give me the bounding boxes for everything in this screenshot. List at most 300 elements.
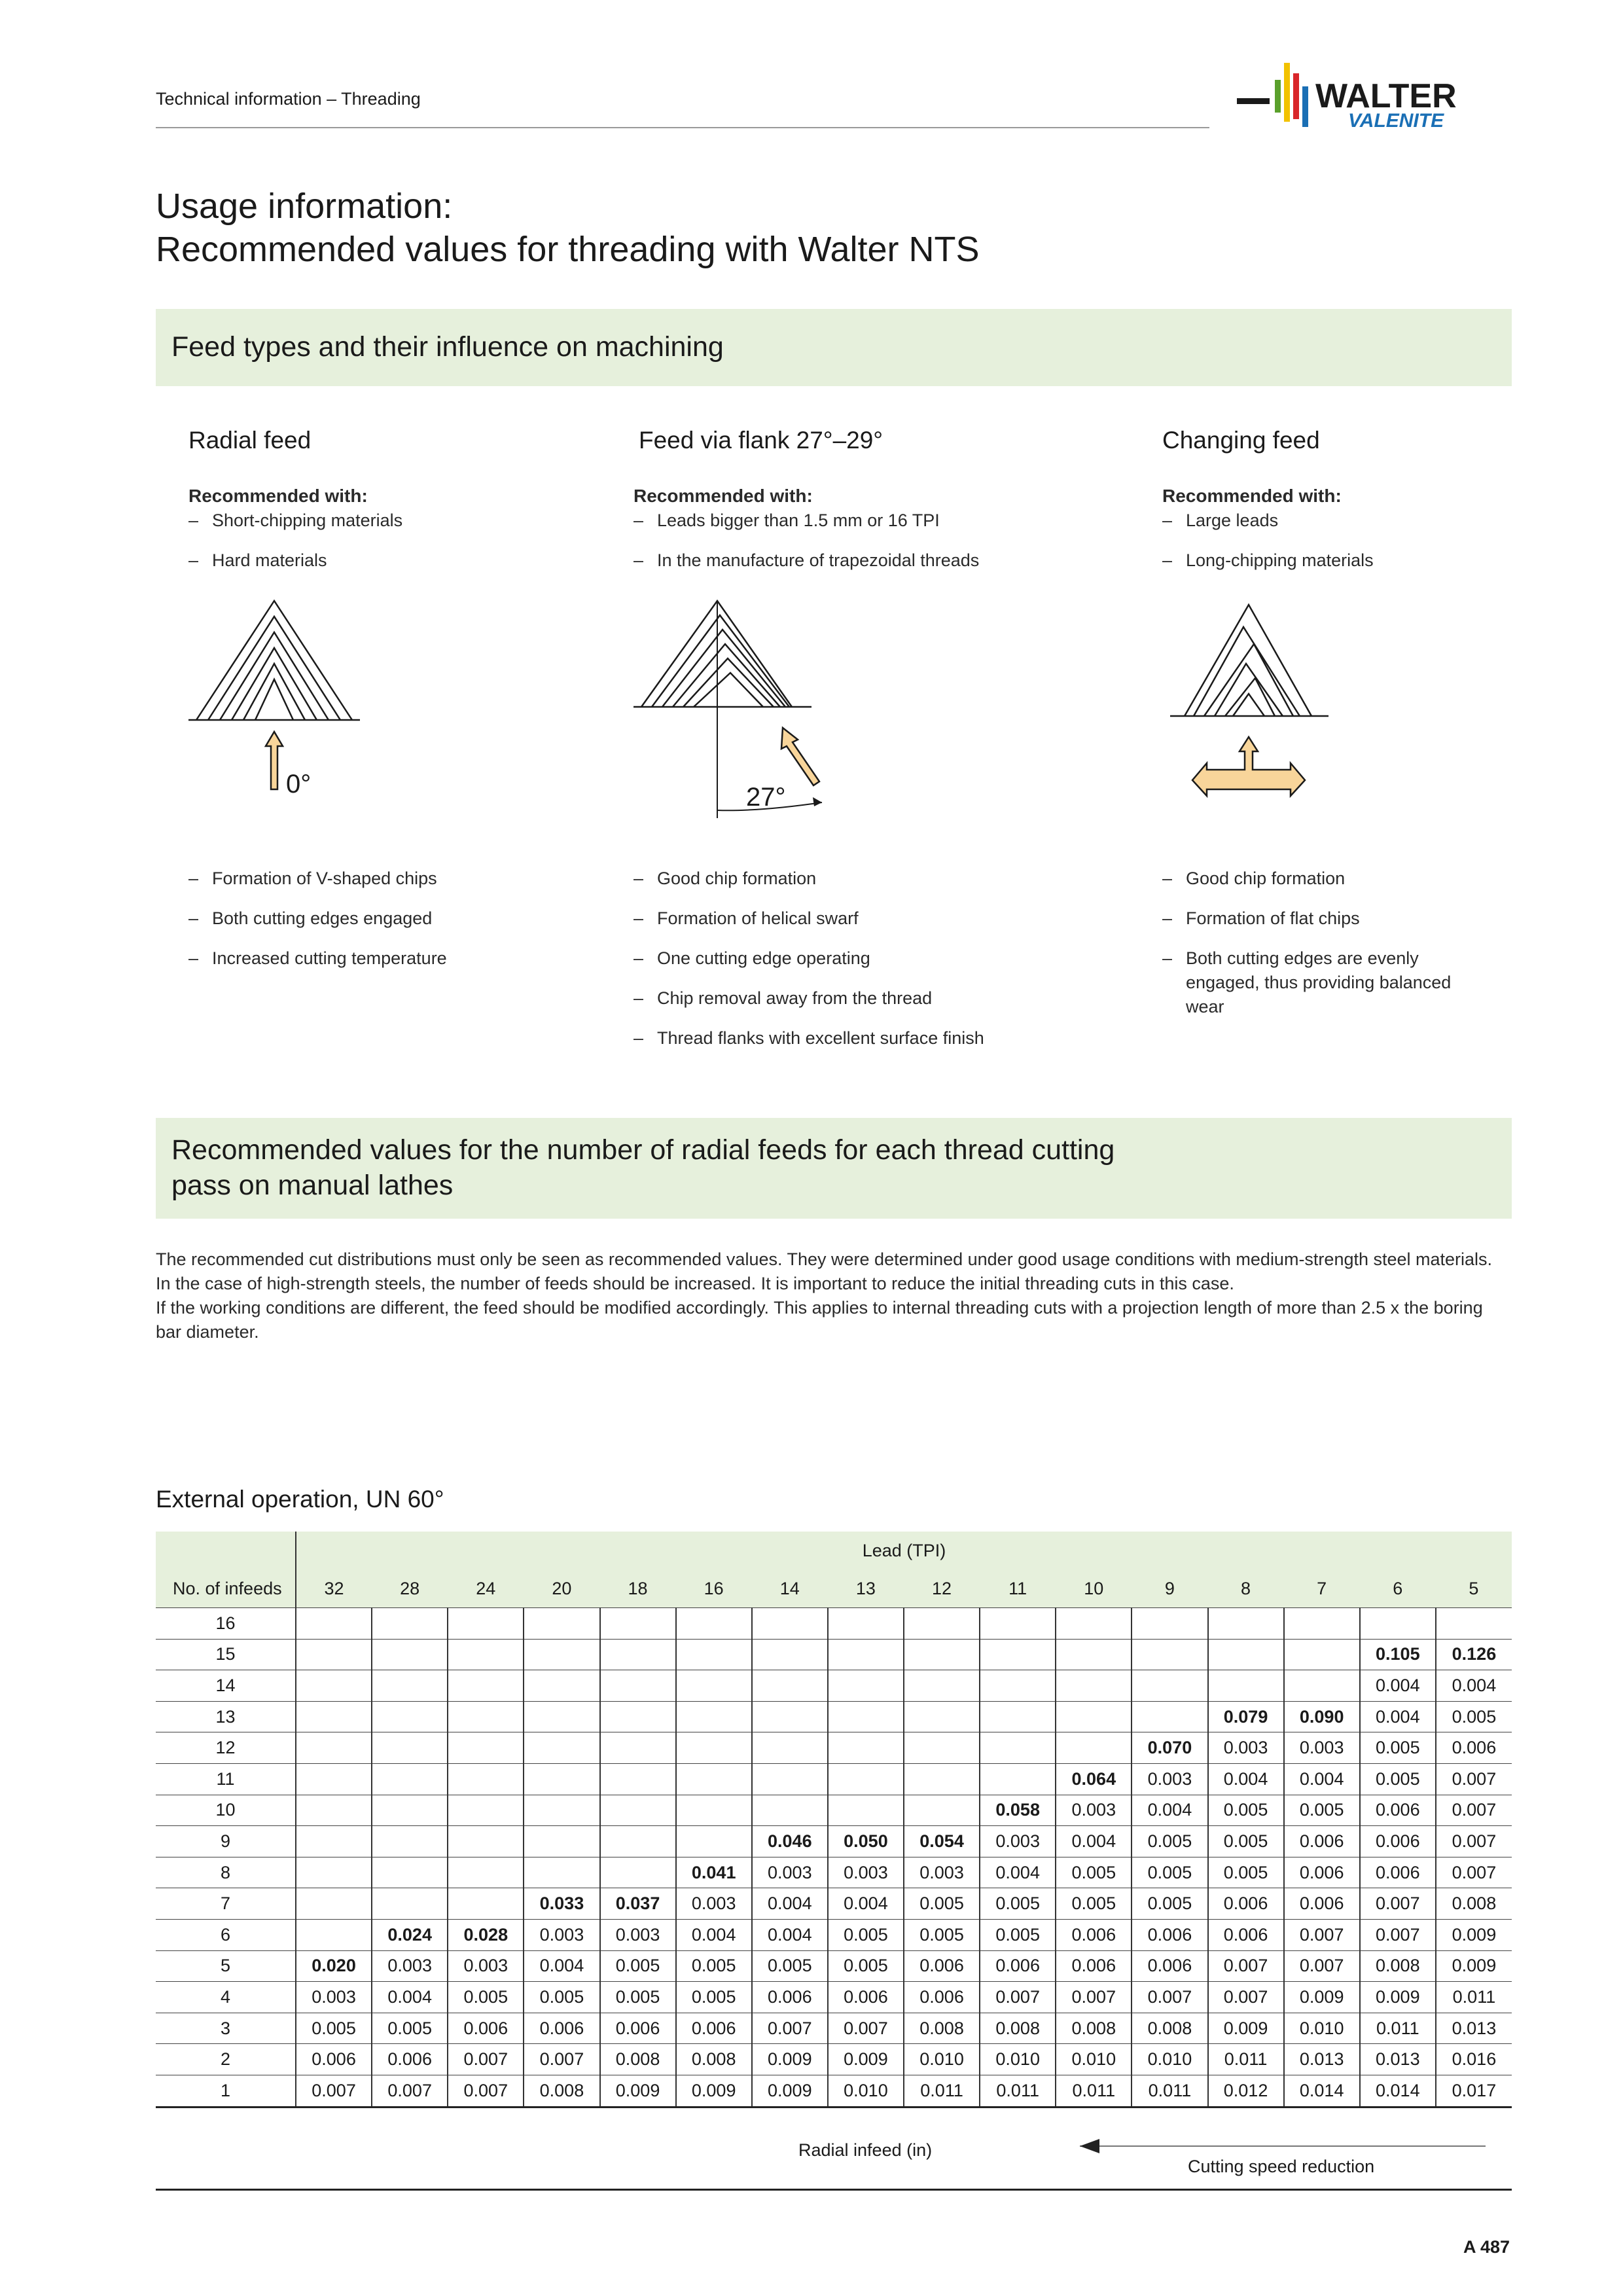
infeed-value-cell: 0.005 <box>980 1888 1056 1920</box>
infeed-value-cell <box>296 1795 372 1826</box>
infeed-value-cell: 0.064 <box>1056 1763 1132 1795</box>
tpi-header: 13 <box>828 1570 904 1608</box>
infeed-value-cell <box>676 1795 752 1826</box>
paragraph-line: In the case of high-strength steels, the number of feeds should be increased. It is important to reduce the initial threading cuts in this case. <box>156 1274 1234 1293</box>
infeed-value-cell <box>296 1732 372 1764</box>
infeed-value-cell: 0.007 <box>1132 1982 1207 2013</box>
table-tpi-row <box>156 1570 1512 1608</box>
infeed-value-cell <box>1056 1701 1132 1732</box>
feed-types-band <box>156 309 1512 386</box>
infeed-value-cell <box>600 1795 676 1826</box>
infeed-value-cell: 0.010 <box>1132 2044 1207 2075</box>
infeed-value-cell: 0.007 <box>448 2075 524 2107</box>
infeed-value-cell <box>448 1670 524 1702</box>
infeed-value-cell <box>1056 1639 1132 1670</box>
infeed-value-cell: 0.006 <box>752 1982 828 2013</box>
infeed-value-cell <box>524 1701 599 1732</box>
infeed-value-cell: 0.004 <box>524 1950 599 1982</box>
infeed-value-cell: 0.013 <box>1436 2013 1512 2044</box>
radial-feeds-heading <box>171 1132 1115 1203</box>
infeed-value-cell: 0.090 <box>1284 1701 1360 1732</box>
infeed-value-cell: 0.004 <box>1360 1701 1436 1732</box>
infeed-value-cell: 0.024 <box>372 1919 448 1950</box>
infeed-value-cell: 0.007 <box>372 2075 448 2107</box>
infeed-number: 10 <box>156 1795 296 1826</box>
infeed-value-cell <box>1056 1732 1132 1764</box>
infeed-value-cell <box>676 1670 752 1702</box>
infeed-value-cell: 0.008 <box>1056 2013 1132 2044</box>
radial-rec-list <box>188 511 402 571</box>
flank-features-list <box>633 859 984 1058</box>
infeed-value-cell: 0.007 <box>448 2044 524 2075</box>
infeed-value-cell <box>448 1888 524 1920</box>
infeed-value-cell: 0.006 <box>1360 1857 1436 1888</box>
infeed-value-cell <box>1132 1701 1207 1732</box>
title-line-2: Recommended values for threading with Walter NTS <box>156 230 980 269</box>
page-number: A 487 <box>1463 2237 1510 2257</box>
infeed-value-cell <box>904 1763 980 1795</box>
infeed-value-cell: 0.006 <box>524 2013 599 2044</box>
infeed-value-cell: 0.006 <box>1208 1888 1284 1920</box>
list-item: – One cutting edge operating <box>633 939 984 978</box>
infeed-value-cell <box>372 1732 448 1764</box>
infeed-value-cell: 0.004 <box>1436 1670 1512 1702</box>
radial-rec-label: Recommended with: <box>188 486 368 506</box>
infeed-number: 6 <box>156 1919 296 1950</box>
infeed-value-cell <box>524 1608 599 1640</box>
infeed-value-cell <box>524 1857 599 1888</box>
infeed-value-cell: 0.010 <box>980 2044 1056 2075</box>
infeed-value-cell <box>828 1732 904 1764</box>
infeed-value-cell: 0.003 <box>1208 1732 1284 1764</box>
infeed-value-cell: 0.004 <box>1360 1670 1436 1702</box>
list-item: – Formation of helical swarf <box>633 899 984 939</box>
infeed-number: 12 <box>156 1732 296 1764</box>
header-rule <box>156 127 1209 128</box>
infeed-value-cell: 0.009 <box>1360 1982 1436 2013</box>
infeed-value-cell: 0.004 <box>372 1982 448 2013</box>
infeed-value-cell: 0.005 <box>904 1919 980 1950</box>
infeed-table <box>156 1532 1512 2108</box>
infeed-value-cell <box>828 1795 904 1826</box>
infeed-value-cell: 0.007 <box>1436 1857 1512 1888</box>
infeed-value-cell <box>904 1608 980 1640</box>
infeed-value-cell: 0.050 <box>828 1826 904 1857</box>
infeed-value-cell <box>372 1826 448 1857</box>
infeed-value-cell <box>524 1670 599 1702</box>
list-item: – Large leads <box>1162 511 1374 550</box>
infeed-value-cell <box>752 1670 828 1702</box>
infeed-value-cell <box>1284 1639 1360 1670</box>
radial-feeds-band <box>156 1118 1512 1219</box>
tpi-header: 9 <box>1132 1570 1207 1608</box>
infeed-value-cell <box>448 1857 524 1888</box>
infeed-value-cell: 0.007 <box>296 2075 372 2107</box>
infeed-value-cell: 0.003 <box>980 1826 1056 1857</box>
infeed-value-cell: 0.007 <box>1360 1888 1436 1920</box>
infeed-value-cell: 0.005 <box>828 1950 904 1982</box>
table-row <box>156 1826 1512 1857</box>
tpi-header: 16 <box>676 1570 752 1608</box>
lead-tpi-label: Lead (TPI) <box>296 1532 1512 1570</box>
infeed-value-cell: 0.028 <box>448 1919 524 1950</box>
table-row <box>156 1888 1512 1920</box>
tpi-header: 6 <box>1360 1570 1436 1608</box>
infeed-value-cell: 0.003 <box>372 1950 448 1982</box>
infeed-value-cell: 0.009 <box>1436 1919 1512 1950</box>
list-item: – Chip removal away from the thread <box>633 978 984 1018</box>
infeed-value-cell <box>1056 1608 1132 1640</box>
radial-feed-title: Radial feed <box>188 427 312 454</box>
infeed-value-cell <box>828 1701 904 1732</box>
infeed-value-cell: 0.008 <box>524 2075 599 2107</box>
infeed-value-cell <box>676 1701 752 1732</box>
changing-feed-title: Changing feed <box>1162 427 1320 454</box>
table-row <box>156 1763 1512 1795</box>
infeed-value-cell <box>1284 1670 1360 1702</box>
infeed-value-cell: 0.007 <box>1056 1982 1132 2013</box>
infeed-value-cell: 0.033 <box>524 1888 599 1920</box>
infeed-value-cell <box>904 1701 980 1732</box>
title-line-1: Usage information: <box>156 187 453 226</box>
infeed-value-cell <box>1208 1608 1284 1640</box>
infeed-value-cell: 0.005 <box>1360 1763 1436 1795</box>
infeed-value-cell: 0.011 <box>1436 1982 1512 2013</box>
infeed-value-cell <box>1132 1670 1207 1702</box>
list-item: – Formation of V-shaped chips <box>188 859 447 899</box>
infeed-value-cell: 0.009 <box>752 2075 828 2107</box>
changing-rec-label: Recommended with: <box>1162 486 1342 506</box>
infeed-value-cell <box>752 1732 828 1764</box>
logo-valenite-text: VALENITE <box>1348 110 1444 132</box>
infeed-value-cell: 0.006 <box>1284 1826 1360 1857</box>
infeed-value-cell: 0.041 <box>676 1857 752 1888</box>
infeed-value-cell: 0.006 <box>1360 1826 1436 1857</box>
infeed-value-cell: 0.005 <box>600 1950 676 1982</box>
table-row <box>156 1701 1512 1732</box>
infeed-value-cell <box>752 1795 828 1826</box>
infeed-value-cell: 0.009 <box>1208 2013 1284 2044</box>
infeed-value-cell: 0.012 <box>1208 2075 1284 2107</box>
infeed-value-cell <box>1436 1608 1512 1640</box>
infeed-value-cell: 0.006 <box>372 2044 448 2075</box>
infeed-value-cell: 0.006 <box>828 1982 904 2013</box>
infeed-value-cell: 0.005 <box>752 1950 828 1982</box>
infeed-value-cell: 0.006 <box>1436 1732 1512 1764</box>
infeed-value-cell: 0.008 <box>676 2044 752 2075</box>
infeed-value-cell: 0.006 <box>904 1950 980 1982</box>
infeed-value-cell: 0.011 <box>1208 2044 1284 2075</box>
infeed-value-cell: 0.003 <box>752 1857 828 1888</box>
infeed-value-cell <box>448 1795 524 1826</box>
flank-feed-diagram <box>628 589 838 825</box>
list-item: – Leads bigger than 1.5 mm or 16 TPI <box>633 511 979 550</box>
infeed-value-cell: 0.006 <box>1208 1919 1284 1950</box>
table-row <box>156 2013 1512 2044</box>
infeed-value-cell <box>600 1826 676 1857</box>
header-section-label: Technical information – Threading <box>156 89 421 109</box>
infeed-value-cell: 0.008 <box>980 2013 1056 2044</box>
list-item: – Thread flanks with excellent surface finish <box>633 1018 984 1058</box>
infeed-value-cell <box>600 1670 676 1702</box>
infeed-value-cell: 0.005 <box>1056 1857 1132 1888</box>
infeed-value-cell <box>980 1639 1056 1670</box>
infeed-value-cell: 0.010 <box>1284 2013 1360 2044</box>
infeed-value-cell: 0.005 <box>1284 1795 1360 1826</box>
infeed-value-cell <box>980 1732 1056 1764</box>
radial-angle-label: 0° <box>286 770 312 798</box>
table-row <box>156 1795 1512 1826</box>
infeed-value-cell: 0.058 <box>980 1795 1056 1826</box>
infeed-value-cell: 0.003 <box>600 1919 676 1950</box>
infeed-value-cell: 0.008 <box>1436 1888 1512 1920</box>
infeed-value-cell: 0.008 <box>904 2013 980 2044</box>
tpi-header: 28 <box>372 1570 448 1608</box>
infeed-value-cell <box>600 1608 676 1640</box>
infeed-value-cell: 0.006 <box>1284 1857 1360 1888</box>
infeeds-label: No. of infeeds <box>156 1570 296 1608</box>
footer-rule <box>156 2189 1512 2191</box>
infeed-value-cell <box>752 1763 828 1795</box>
tpi-header: 5 <box>1436 1570 1512 1608</box>
infeed-value-cell <box>524 1639 599 1670</box>
speed-arrow-head-icon <box>1080 2139 1099 2153</box>
speed-arrow-line <box>1080 2145 1486 2147</box>
infeed-value-cell: 0.008 <box>600 2044 676 2075</box>
infeed-value-cell: 0.007 <box>1208 1950 1284 1982</box>
infeed-value-cell: 0.006 <box>904 1982 980 2013</box>
infeed-value-cell: 0.005 <box>296 2013 372 2044</box>
infeed-value-cell <box>1208 1670 1284 1702</box>
infeed-value-cell: 0.006 <box>1132 1919 1207 1950</box>
infeed-number: 3 <box>156 2013 296 2044</box>
infeed-value-cell: 0.004 <box>1208 1763 1284 1795</box>
infeed-value-cell: 0.006 <box>1056 1950 1132 1982</box>
list-item: – Both cutting edges are evenly engaged, thus providing balanced wear <box>1162 939 1489 1019</box>
infeed-value-cell: 0.005 <box>1132 1826 1207 1857</box>
infeed-value-cell <box>980 1670 1056 1702</box>
infeed-value-cell <box>600 1857 676 1888</box>
list-item: – Both cutting edges engaged <box>188 899 447 939</box>
infeed-value-cell: 0.007 <box>1436 1795 1512 1826</box>
infeed-value-cell: 0.007 <box>752 2013 828 2044</box>
infeed-value-cell <box>372 1639 448 1670</box>
infeed-value-cell: 0.005 <box>676 1950 752 1982</box>
infeed-value-cell: 0.011 <box>1056 2075 1132 2107</box>
infeed-value-cell: 0.007 <box>1284 1950 1360 1982</box>
list-item: – Formation of flat chips <box>1162 899 1489 939</box>
infeed-value-cell: 0.004 <box>980 1857 1056 1888</box>
usage-paragraph <box>156 1247 1512 1344</box>
cutting-speed-label: Cutting speed reduction <box>1188 2157 1375 2176</box>
infeed-value-cell <box>600 1763 676 1795</box>
flank-rec-label: Recommended with: <box>633 486 813 506</box>
changing-features-list <box>1162 859 1489 1019</box>
infeed-number: 11 <box>156 1763 296 1795</box>
tpi-header: 11 <box>980 1570 1056 1608</box>
infeed-number: 14 <box>156 1670 296 1702</box>
infeed-value-cell: 0.003 <box>904 1857 980 1888</box>
infeed-value-cell <box>448 1826 524 1857</box>
table-row <box>156 2044 1512 2075</box>
infeed-value-cell: 0.006 <box>980 1950 1056 1982</box>
tpi-header: 24 <box>448 1570 524 1608</box>
infeed-value-cell <box>372 1670 448 1702</box>
tpi-header: 7 <box>1284 1570 1360 1608</box>
infeed-value-cell <box>676 1763 752 1795</box>
infeed-value-cell: 0.008 <box>1132 2013 1207 2044</box>
infeed-value-cell: 0.009 <box>676 2075 752 2107</box>
infeed-value-cell: 0.005 <box>1132 1888 1207 1920</box>
infeed-value-cell: 0.009 <box>828 2044 904 2075</box>
infeed-value-cell: 0.005 <box>904 1888 980 1920</box>
infeed-value-cell <box>296 1639 372 1670</box>
table-row <box>156 2075 1512 2107</box>
infeed-value-cell <box>296 1826 372 1857</box>
changing-rec-list <box>1162 511 1374 571</box>
infeed-value-cell <box>296 1763 372 1795</box>
infeed-value-cell: 0.007 <box>1436 1763 1512 1795</box>
infeed-value-cell <box>296 1857 372 1888</box>
infeed-value-cell: 0.006 <box>1132 1950 1207 1982</box>
infeed-number: 2 <box>156 2044 296 2075</box>
infeed-value-cell: 0.014 <box>1284 2075 1360 2107</box>
infeed-number: 15 <box>156 1639 296 1670</box>
infeed-value-cell: 0.005 <box>1208 1826 1284 1857</box>
flank-angle-label: 27° <box>746 783 786 812</box>
heading-line-1: Recommended values for the number of radial feeds for each thread cutting <box>171 1134 1115 1166</box>
table-row <box>156 1982 1512 2013</box>
infeed-value-cell: 0.005 <box>372 2013 448 2044</box>
infeed-value-cell <box>372 1795 448 1826</box>
infeed-value-cell <box>372 1701 448 1732</box>
list-item: – Increased cutting temperature <box>188 939 447 978</box>
infeed-value-cell: 0.005 <box>600 1982 676 2013</box>
infeed-number: 16 <box>156 1608 296 1640</box>
infeed-value-cell <box>828 1763 904 1795</box>
infeed-value-cell <box>1284 1608 1360 1640</box>
infeed-value-cell: 0.009 <box>1436 1950 1512 1982</box>
infeed-value-cell: 0.004 <box>1284 1763 1360 1795</box>
list-item: – Good chip formation <box>633 859 984 899</box>
infeed-value-cell <box>296 1919 372 1950</box>
infeed-value-cell: 0.009 <box>752 2044 828 2075</box>
infeed-value-cell: 0.003 <box>1132 1763 1207 1795</box>
infeed-value-cell <box>828 1670 904 1702</box>
infeed-value-cell: 0.005 <box>1056 1888 1132 1920</box>
infeed-value-cell: 0.005 <box>1360 1732 1436 1764</box>
table-row <box>156 1670 1512 1702</box>
infeed-value-cell: 0.006 <box>676 2013 752 2044</box>
infeed-value-cell: 0.011 <box>1360 2013 1436 2044</box>
infeed-value-cell: 0.005 <box>1208 1857 1284 1888</box>
infeed-value-cell: 0.003 <box>676 1888 752 1920</box>
infeed-value-cell: 0.010 <box>904 2044 980 2075</box>
changing-feed-diagram <box>1165 596 1335 805</box>
infeed-value-cell <box>1132 1639 1207 1670</box>
infeed-value-cell: 0.020 <box>296 1950 372 1982</box>
radial-feed-diagram <box>183 589 366 805</box>
infeed-value-cell: 0.011 <box>980 2075 1056 2107</box>
infeed-value-cell <box>296 1608 372 1640</box>
infeed-value-cell: 0.007 <box>980 1982 1056 2013</box>
infeed-value-cell <box>524 1732 599 1764</box>
infeed-value-cell <box>524 1795 599 1826</box>
infeed-value-cell: 0.126 <box>1436 1639 1512 1670</box>
tpi-header: 32 <box>296 1570 372 1608</box>
infeed-value-cell: 0.004 <box>676 1919 752 1950</box>
infeed-value-cell: 0.009 <box>600 2075 676 2107</box>
infeed-number: 4 <box>156 1982 296 2013</box>
infeed-number: 13 <box>156 1701 296 1732</box>
paragraph-line: bar diameter. <box>156 1322 259 1342</box>
feed-types-heading: Feed types and their influence on machining <box>171 331 724 363</box>
infeed-value-cell <box>1056 1670 1132 1702</box>
infeed-value-cell: 0.003 <box>1056 1795 1132 1826</box>
list-item: – Long-chipping materials <box>1162 550 1374 571</box>
infeed-value-cell: 0.007 <box>524 2044 599 2075</box>
infeed-value-cell <box>372 1763 448 1795</box>
infeed-value-cell: 0.037 <box>600 1888 676 1920</box>
infeed-value-cell <box>448 1701 524 1732</box>
infeed-value-cell <box>296 1888 372 1920</box>
radial-features-list <box>188 859 447 978</box>
infeed-value-cell: 0.016 <box>1436 2044 1512 2075</box>
infeed-value-cell: 0.079 <box>1208 1701 1284 1732</box>
infeed-value-cell <box>448 1639 524 1670</box>
infeed-value-cell: 0.004 <box>752 1888 828 1920</box>
infeed-value-cell: 0.006 <box>1284 1888 1360 1920</box>
radial-infeed-label: Radial infeed (in) <box>798 2140 933 2160</box>
infeed-value-cell: 0.017 <box>1436 2075 1512 2107</box>
infeed-value-cell <box>600 1732 676 1764</box>
infeed-value-cell <box>676 1639 752 1670</box>
infeed-value-cell <box>1208 1639 1284 1670</box>
flank-feed-title: Feed via flank 27°–29° <box>639 427 883 454</box>
infeed-value-cell <box>448 1732 524 1764</box>
infeed-value-cell <box>904 1639 980 1670</box>
infeed-number: 8 <box>156 1857 296 1888</box>
infeed-value-cell: 0.007 <box>828 2013 904 2044</box>
infeed-value-cell: 0.006 <box>448 2013 524 2044</box>
table-row <box>156 1732 1512 1764</box>
infeed-value-cell <box>904 1795 980 1826</box>
infeed-value-cell <box>904 1670 980 1702</box>
infeed-value-cell: 0.013 <box>1360 2044 1436 2075</box>
infeed-value-cell: 0.054 <box>904 1826 980 1857</box>
infeed-value-cell <box>1360 1608 1436 1640</box>
infeed-number: 7 <box>156 1888 296 1920</box>
infeed-value-cell <box>676 1826 752 1857</box>
infeed-value-cell: 0.007 <box>1360 1919 1436 1950</box>
infeed-value-cell <box>980 1763 1056 1795</box>
list-item: – Good chip formation <box>1162 859 1489 899</box>
infeed-value-cell: 0.004 <box>1056 1826 1132 1857</box>
table-row <box>156 1950 1512 1982</box>
logo-walter-text: WALTER <box>1315 77 1457 115</box>
infeed-value-cell <box>1132 1608 1207 1640</box>
walter-valenite-logo <box>1237 60 1512 132</box>
infeed-value-cell <box>372 1857 448 1888</box>
infeed-value-cell <box>372 1888 448 1920</box>
infeed-value-cell <box>980 1608 1056 1640</box>
infeed-value-cell: 0.105 <box>1360 1639 1436 1670</box>
infeed-value-cell: 0.010 <box>1056 2044 1132 2075</box>
infeed-number: 1 <box>156 2075 296 2107</box>
infeed-value-cell <box>448 1763 524 1795</box>
infeed-value-cell: 0.014 <box>1360 2075 1436 2107</box>
flank-rec-list <box>633 511 979 571</box>
